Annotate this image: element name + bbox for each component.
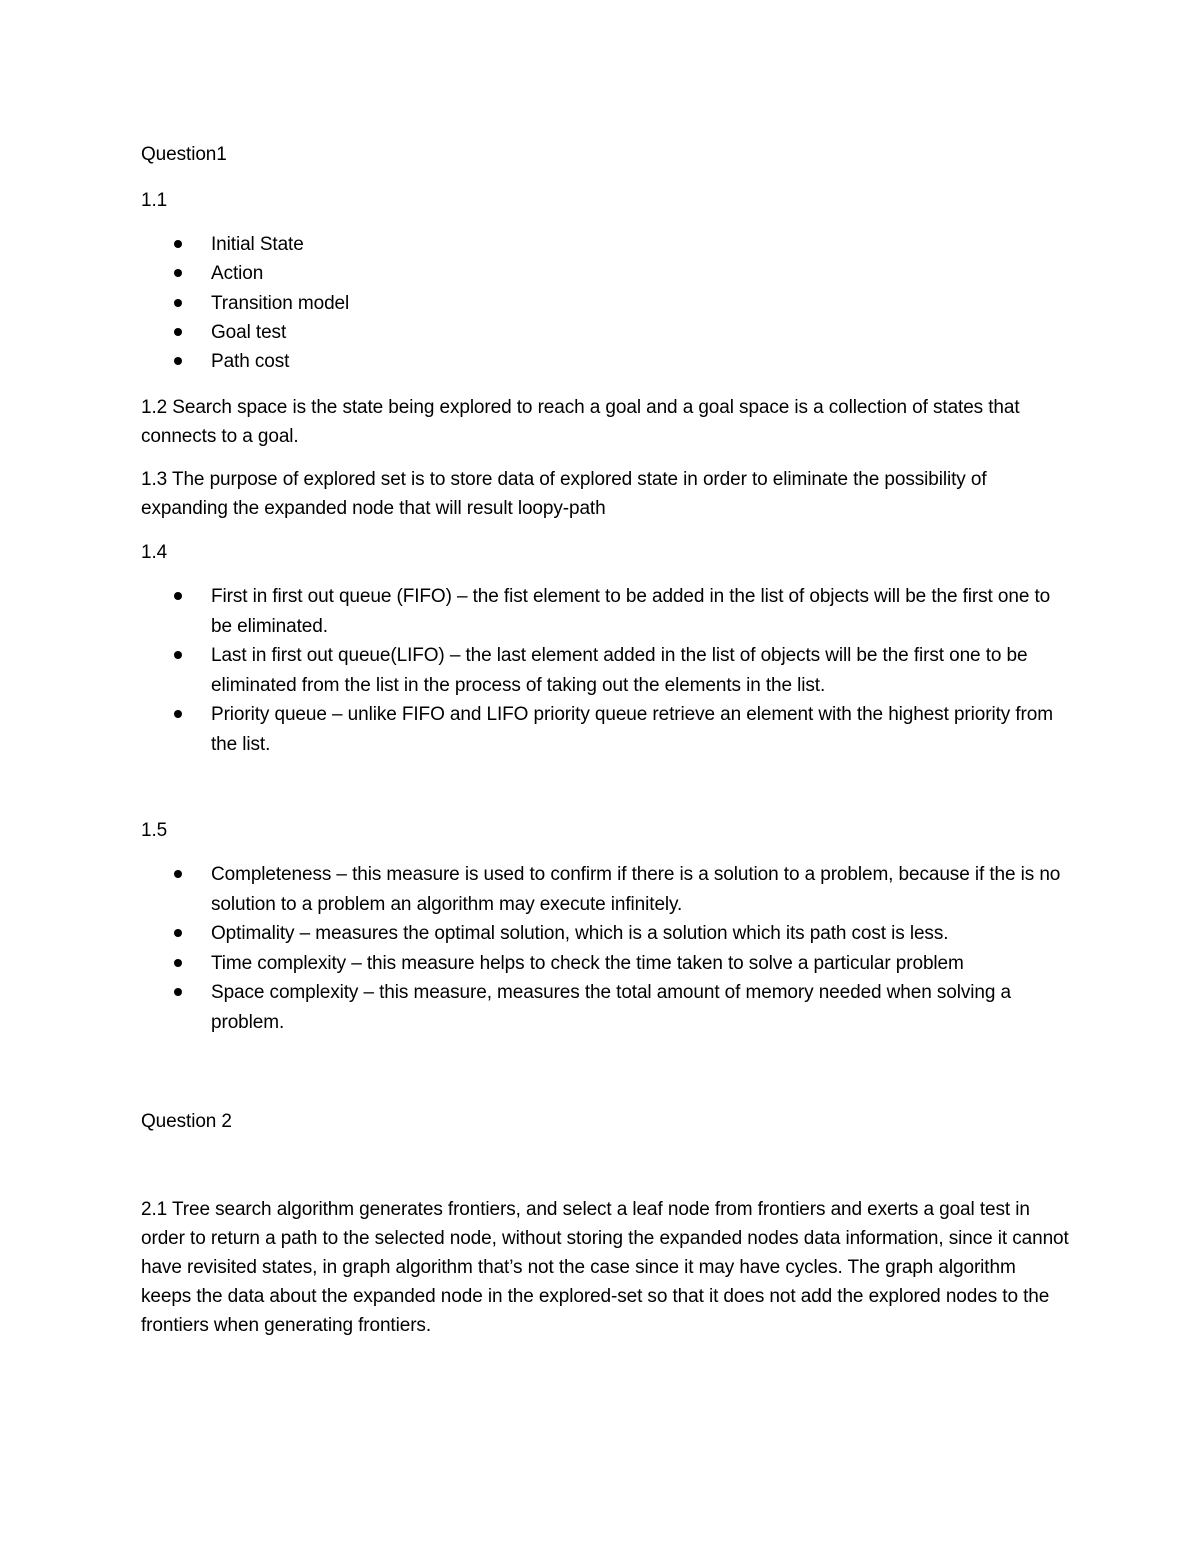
bullet-icon (174, 870, 182, 878)
bullet-icon (174, 988, 182, 996)
question-2-heading-text: Question 2 (141, 1111, 232, 1132)
list-item (141, 919, 1071, 949)
question-2-heading (141, 1107, 1071, 1136)
list-item-text: Goal test (211, 321, 287, 343)
section-1-5-label (141, 816, 1071, 845)
section-2-1-text: 2.1 Tree search algorithm generates frontiers, and select a leaf node from frontiers and exerts a goal test in order to return a path to the selected node, without storing the expanded nodes data information, since it cannot have revisited states, in graph algorithm that’s not the case since it may have cycles. The graph algorithm keeps the data about the expanded node in the explored-set so that it does not add the explored nodes to the frontiers when generating frontiers. (141, 1199, 1069, 1336)
section-1-2-text: 1.2 Search space is the state being explored to reach a goal and a goal space is a collection of states that connects to a goal. (141, 397, 1020, 447)
bullet-icon (174, 592, 182, 600)
question-1-heading-text: Question1 (141, 144, 227, 165)
bullet-icon (174, 328, 182, 336)
section-1-1-label (141, 186, 1071, 215)
list-item (141, 582, 1071, 641)
section-1-5-list (141, 860, 1071, 1037)
list-item-text: First in first out queue (FIFO) – the fist element to be added in the list of objects will be the first one to be eliminated. (211, 586, 1051, 637)
section-1-3-text: 1.3 The purpose of explored set is to store data of explored state in order to eliminate the possibility of expanding the expanded node that will result loopy-path (141, 469, 987, 519)
list-item-text: Path cost (211, 351, 290, 373)
bullet-icon (174, 929, 182, 937)
list-item-text: Completeness – this measure is used to confirm if there is a solution to a problem, because if the is no solution to a problem an algorithm may execute infinitely. (211, 864, 1061, 915)
section-2-1 (141, 1195, 1071, 1340)
section-1-4-label (141, 538, 1071, 567)
list-item-text: Optimality – measures the optimal solution, which is a solution which its path cost is less. (211, 923, 949, 944)
list-item (141, 230, 1071, 259)
list-item (141, 949, 1071, 979)
list-item-text: Initial State (211, 234, 304, 255)
section-1-1-label-text: 1.1 (141, 190, 168, 211)
list-item-text: Priority queue – unlike FIFO and LIFO priority queue retrieve an element with the highest priority from the list. (211, 704, 1053, 755)
list-item (141, 259, 1071, 288)
bullet-icon (174, 710, 182, 718)
bullet-icon (174, 651, 182, 659)
list-item (141, 289, 1071, 318)
section-1-4-list (141, 582, 1071, 759)
bullet-icon (174, 240, 182, 248)
bullet-icon (174, 299, 182, 307)
section-1-5-label-text: 1.5 (141, 820, 168, 841)
section-1-1-list (141, 230, 1071, 376)
list-item (141, 978, 1071, 1037)
bullet-icon (174, 269, 182, 277)
list-item-text: Transition model (211, 292, 350, 314)
list-item (141, 318, 1071, 347)
list-item-text: Action (211, 263, 264, 285)
list-item (141, 860, 1071, 919)
section-1-4-label-text: 1.4 (141, 542, 168, 563)
list-item-text: Last in first out queue(LIFO) – the last element added in the list of objects will be the first one to be eliminated from the list in the process of taking out the elements in the list. (211, 645, 1028, 696)
list-item (141, 347, 1071, 376)
list-item (141, 641, 1071, 700)
list-item-text: Space complexity – this measure, measures the total amount of memory needed when solving a problem. (211, 982, 1011, 1033)
bullet-icon (174, 357, 182, 365)
section-1-2 (141, 393, 1071, 451)
list-item (141, 700, 1071, 759)
section-1-3 (141, 465, 1071, 523)
bullet-icon (174, 959, 182, 967)
list-item-text: Time complexity – this measure helps to check the time taken to solve a particular problem (211, 952, 964, 974)
question-1-heading (141, 140, 1071, 169)
